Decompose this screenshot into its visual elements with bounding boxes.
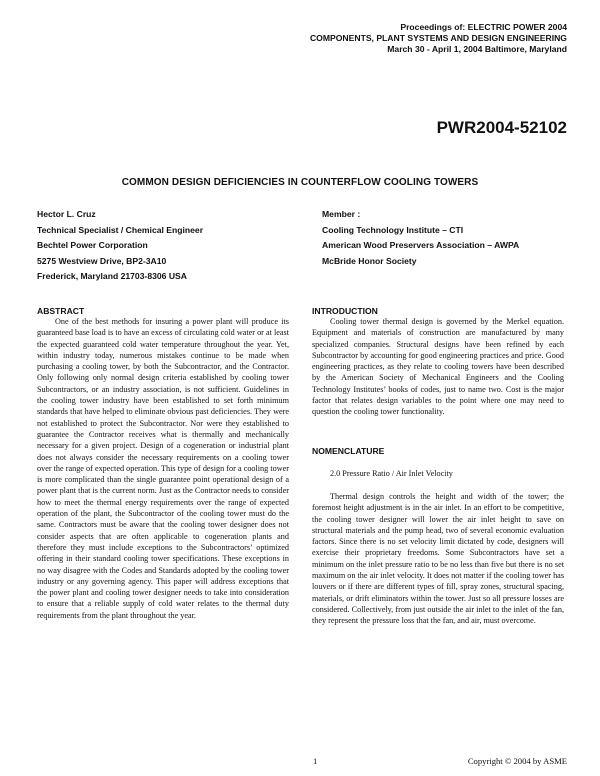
- member-org-awpa: American Wood Preservers Association – AWPA: [322, 240, 520, 250]
- author-address: 5275 Westview Drive, BP2-3A10: [37, 255, 167, 266]
- proceedings-subtitle: COMPONENTS, PLANT SYSTEMS AND DESIGN ENGINEERING: [309, 33, 567, 43]
- author-city: Frederick, Maryland 21703-8306 USA: [37, 271, 187, 281]
- nomenclature-heading: NOMENCLATURE: [312, 445, 385, 456]
- copyright: Copyright © 2004 by ASME: [467, 756, 567, 766]
- member-heading: Member :: [322, 209, 361, 219]
- proceedings-dates: March 30 - April 1, 2004 Baltimore, Maryland: [387, 44, 567, 54]
- author-block: [37, 207, 297, 285]
- member-org-cti: Cooling Technology Institute – CTI: [322, 224, 464, 235]
- introduction-heading: INTRODUCTION: [312, 306, 378, 316]
- introduction-text-wrap: [312, 316, 564, 418]
- nomenclature-subheading: 2.0 Pressure Ratio / Air Inlet Velocity: [330, 468, 453, 478]
- paper-id: PWR2004-52102: [436, 118, 567, 137]
- abstract-text: One of the best methods for insuring a power plant will produce its guaranteed base load is to have an excess of circulating cold water or at least the expected guaranteed cold water temperature throughout the year. Yet, within industry today, numerous mistakes continue to be made when purchasing a cooling tower, by both the Subcontractor, and the Contractor. Only following only normal design criteria established by cooling tower Subcontractors, or an industry association, is not sufficient. Guidelines in the cooling tower industry have been established to set forth minimum standards that have helped to eliminate obvious past deficiencies. They were not established to protect the Subcontractor. Nor were they established to guarantee the Contractor receives what is thermally and mechanically necessary for a given project. Design of a cogeneration or industrial plant does not always consider the necessary requirements on a cooling tower over the range of expected operation. This type of design for a cooling tower is more complicated than the single guarantee point operational design of a power plant that is the current norm. Just as the Contractor needs to consider how to meet the thermal energy requirements over the range of expected operation of the plant, the Subcontractor of the cooling tower must do the same. Contractors must be aware that the cooling tower designer does not consider aspects that are often applicable to cogeneration plants and therefore they must include exceptions to the Subcontractors’ optimized offering in their standard cooling tower specifications. These exceptions in no way disagree with the Codes and Standards adopted by the cooling tower industry or any governing agency. This paper will address exceptions that the power plant and cooling tower designer needs to take into consideration to ensure that a reliable supply of cold water relates to the thermal duty requirements from the plant throughout the year.: [37, 317, 289, 620]
- member-block: [322, 207, 582, 269]
- abstract-section: [37, 306, 289, 621]
- author-name: Hector L. Cruz: [37, 209, 96, 219]
- introduction-text: Cooling tower thermal design is governed by the Merkel equation. Equipment and materials of construction are manufactured by many specialized companies. Structural designs have been refined by each Subcontractor by accounting for good engineering practices and price. Good engineering practices, as they relate to cooling towers have been described by the American Society of Mechanical Engineers and the Cooling Technology Institutes’ books of codes, just to name two. Cost is the major factor that relates design variables to the point where one may need to question the cooling tower functionality.: [312, 317, 564, 417]
- nomenclature-text: Thermal design controls the height and width of the tower; the foremost height adjustment is in the air inlet. In an effort to be competitive, the cooling tower designer will lower the air inlet height to save on structural materials and the pump head, two of several economic evaluation factors. Since there is no set velocity limit dictated by code, designers will exercise their proprietary freedoms. Some Subcontractors have set a minimum on the inlet pressure ratio to be no less than five but there is no set maximum on the air inlet velocity. It does not matter if the cooling tower has louvers or if there are different types of fill, spray zones, structural spacing, materials, or drift eliminators within the tower. Just so all pressure losses are considered. Collectively, from just outside the air inlet to the inlet of the fan, they represent the pressure loss that the fan, and air, must overcome.: [312, 491, 564, 626]
- proceedings-title: Proceedings of: ELECTRIC POWER 2004: [400, 22, 567, 32]
- nomenclature-text-wrap: [312, 491, 564, 627]
- member-org-mcbride: McBride Honor Society: [322, 255, 417, 266]
- paper-title: COMMON DESIGN DEFICIENCIES IN COUNTERFLOW COOLING TOWERS: [121, 177, 479, 188]
- author-company: Bechtel Power Corporation: [37, 240, 148, 250]
- page-number: 1: [313, 756, 318, 766]
- right-column: [312, 306, 564, 627]
- abstract-text-wrap: [37, 316, 289, 621]
- author-role: Technical Specialist / Chemical Engineer: [37, 224, 204, 235]
- abstract-heading: ABSTRACT: [37, 306, 85, 316]
